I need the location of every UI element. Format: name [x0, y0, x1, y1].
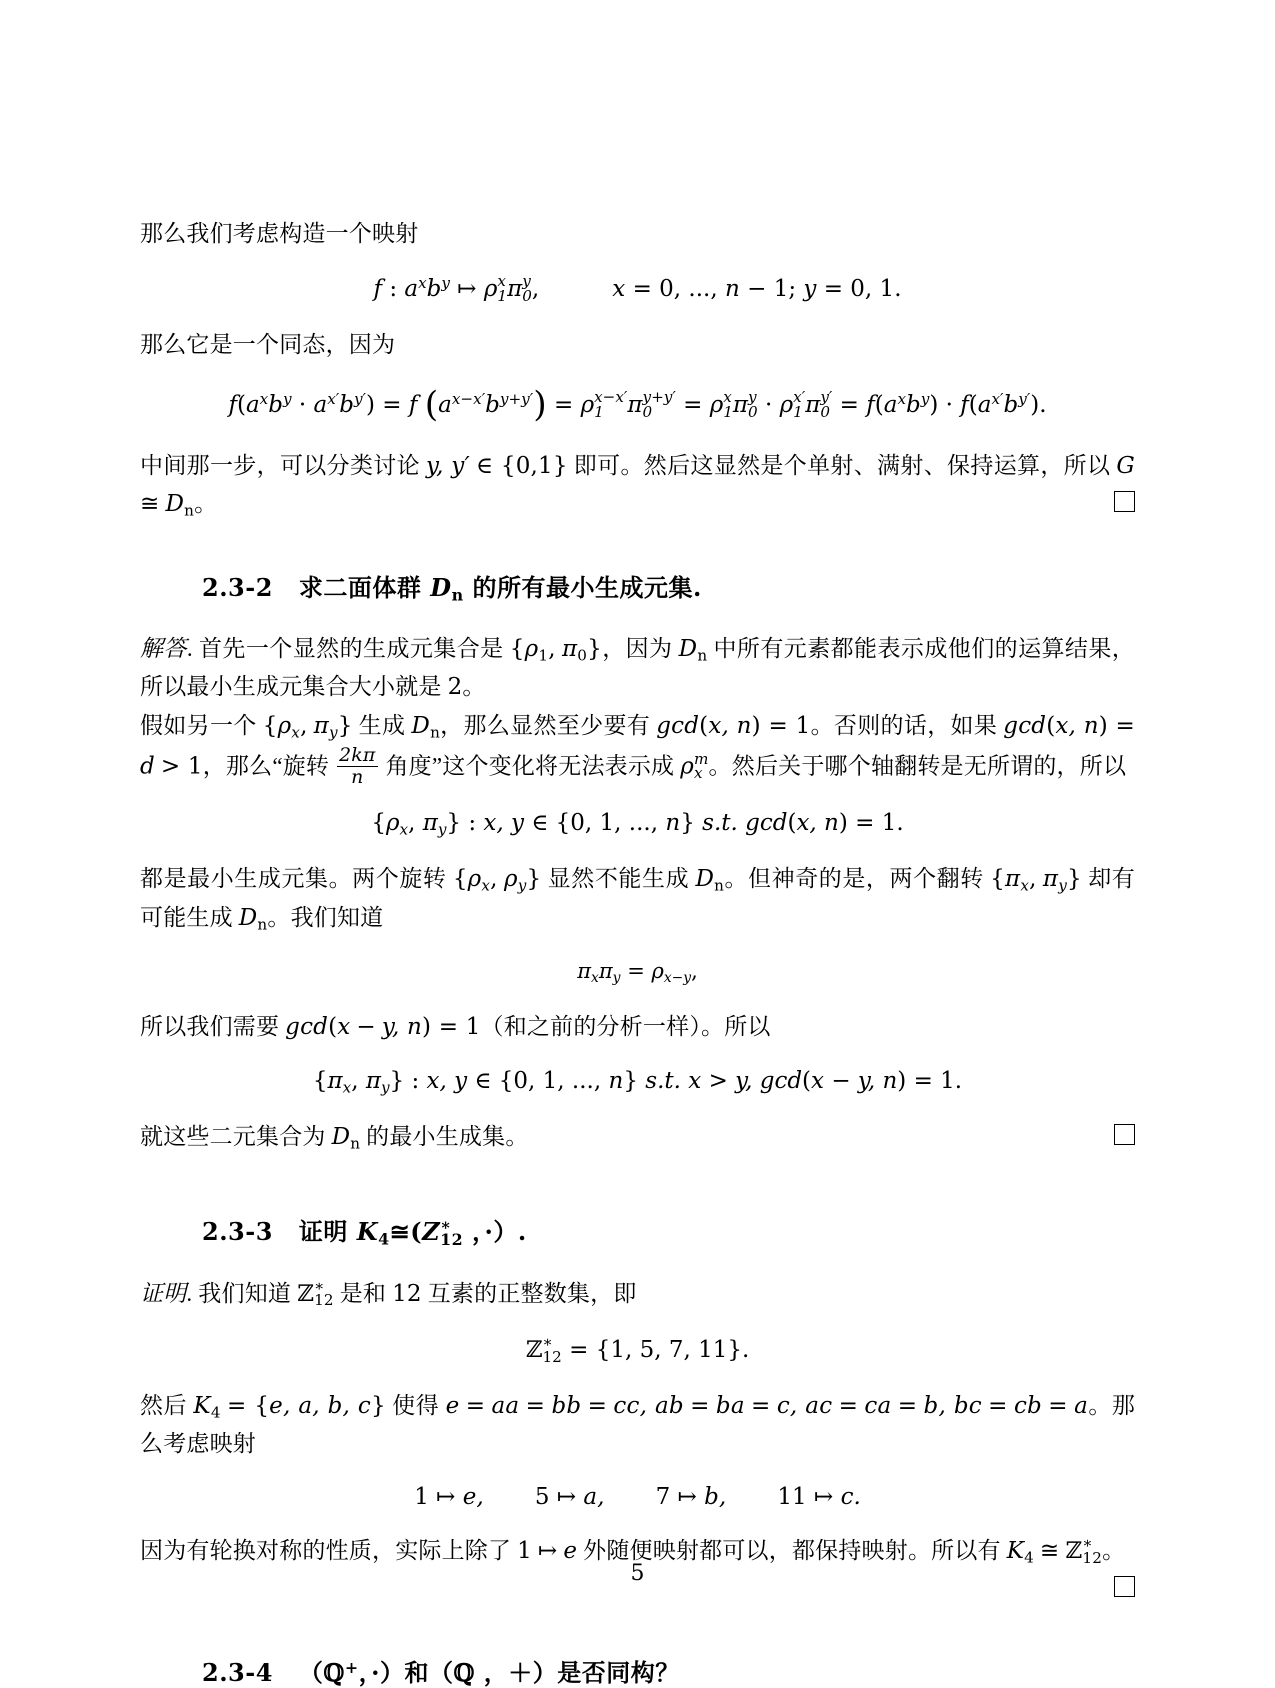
equation-flip-generator-set: {$\pi_x$, $\pi_y$} : x, y ∈ {0, 1, ..., n} s.t. x > y, gcd(x − y, n) = 1.	[312, 1067, 963, 1097]
paragraph-proof-2-3-3-b: 然后 $K_4 = \{e$, a, b, c} 使得 e = aa = bb = cc, ab = ba = c, ac = ca = b, bc = cb = a。那么考虑映射	[140, 1392, 1136, 1456]
equation-homomorphism-proof: $f(a^xb^y \cdot a^{x'}b^{y'}) = f$ $(a^{x-x'}b^{y+y'}) = \rho$ x−x′ 1 π y+y′ 0 = ρ x 1 π y 0 · ρ x′ 1 π y′ 0 = $f(a^xb^y) \cdot f(a^{x'}b^{y'})$.	[228, 385, 1047, 426]
exercise-number: 2.3-4	[202, 1658, 273, 1688]
paragraph-solution-2-3-2-b: 假如另一个 {$\rho_x$, $\pi_y$} 生成 $D_n$，那么显然至少要有 gcd(x, n) = 1。否则的话，如果 gcd(x, n) = d > 1，那么“旋转 $\frac{2k\pi}{n}$ 角度”这个变化将无法表示成 ρ m x 。然后关于哪个轴翻转是无所谓的，所以	[140, 712, 1136, 788]
paragraph-solution-2-3-2-c: 都是最小生成元集。两个旋转 {$\rho_x$, $\rho_y$} 显然不能生成 $D_n$。但神奇的是，两个翻转 {$\pi_x$, $\pi_y$} 却有可能生成 $D_n$。我们知道	[140, 866, 1135, 933]
paragraph-solution-2-3-2-a: 解答. 首先一个显然的生成元集合是 {$\rho_1$, $\pi_0$}，因为 $D_n$ 中所有元素都能表示成他们的运算结果，所以最小生成元集合大小就是 2。	[140, 636, 1135, 701]
equation-k4-mapping: 1 ↦ e, 5 ↦ a, 7 ↦ b, 11 ↦ c.	[414, 1484, 861, 1511]
exercise-number: 2.3-3	[202, 1217, 273, 1247]
exercise-statement: （ℚ+，·）和（ℚ ，＋）是否同构？	[298, 1658, 680, 1688]
exercise-header-2-3-2	[202, 568, 1135, 604]
qed-box	[1114, 491, 1135, 512]
paragraph-conclusion-1: 中间那一步，可以分类讨论 y, y′ ∈ {0,1} 即可。然后这显然是个单射、满射、保持运算，所以 G ≅ $D_n$。	[140, 453, 1135, 520]
exercise-header-2-3-3	[202, 1212, 1135, 1248]
equation-z12-star: ℤ ∗ 12 = {1, 5, 7, 11}.	[525, 1333, 750, 1366]
paragraph-solution-2-3-2-e: 就这些二元集合为 $D_n$ 的最小生成集。	[140, 1118, 1135, 1156]
paragraph-proof-2-3-3-c: 因为有轮换对称的性质，实际上除了 1 ↦ e 外随便映射都可以，都保持映射。所以有 $K_4$ ≅ ℤ ∗ 12 。	[140, 1532, 1135, 1570]
exercise-header-2-3-4	[202, 1653, 1135, 1688]
qed-box	[1114, 1124, 1135, 1145]
paragraph-intro: 那么我们考虑构造一个映射	[140, 221, 419, 246]
equation-rotation-generator-set: {$\rho_x$, $\pi_y$} : x, y ∈ {0, 1, ..., n} s.t. gcd(x, n) = 1.	[371, 810, 904, 839]
paragraph-proof-2-3-3-a: 证明. 我们知道 ℤ ∗ 12 是和 12 互素的正整数集，即	[140, 1276, 637, 1310]
paragraph-homomorphism-claim: 那么它是一个同态，因为	[140, 331, 396, 357]
exercise-statement: 求二面体群 $D_n$ 的所有最小生成元集.	[298, 572, 702, 605]
paragraph-solution-2-3-2-d: 所以我们需要 gcd(x − y, n) = 1（和之前的分析一样）。所以	[140, 1013, 771, 1040]
exercise-number: 2.3-2	[202, 572, 273, 602]
page-number: 5	[630, 1561, 645, 1586]
equation-flip-product: $\pi_x\pi_y = \rho_{x-y}$,	[577, 958, 698, 986]
exercise-statement: 证明 $K_4≅(Z$ ∗ 12 ，·）.	[298, 1215, 527, 1250]
equation-homomorphism-definition: f : $a^xb^y$ ↦ ρ x 1 π y 0 , x = 0, ..., n − 1; y = 0, 1.	[373, 272, 902, 305]
